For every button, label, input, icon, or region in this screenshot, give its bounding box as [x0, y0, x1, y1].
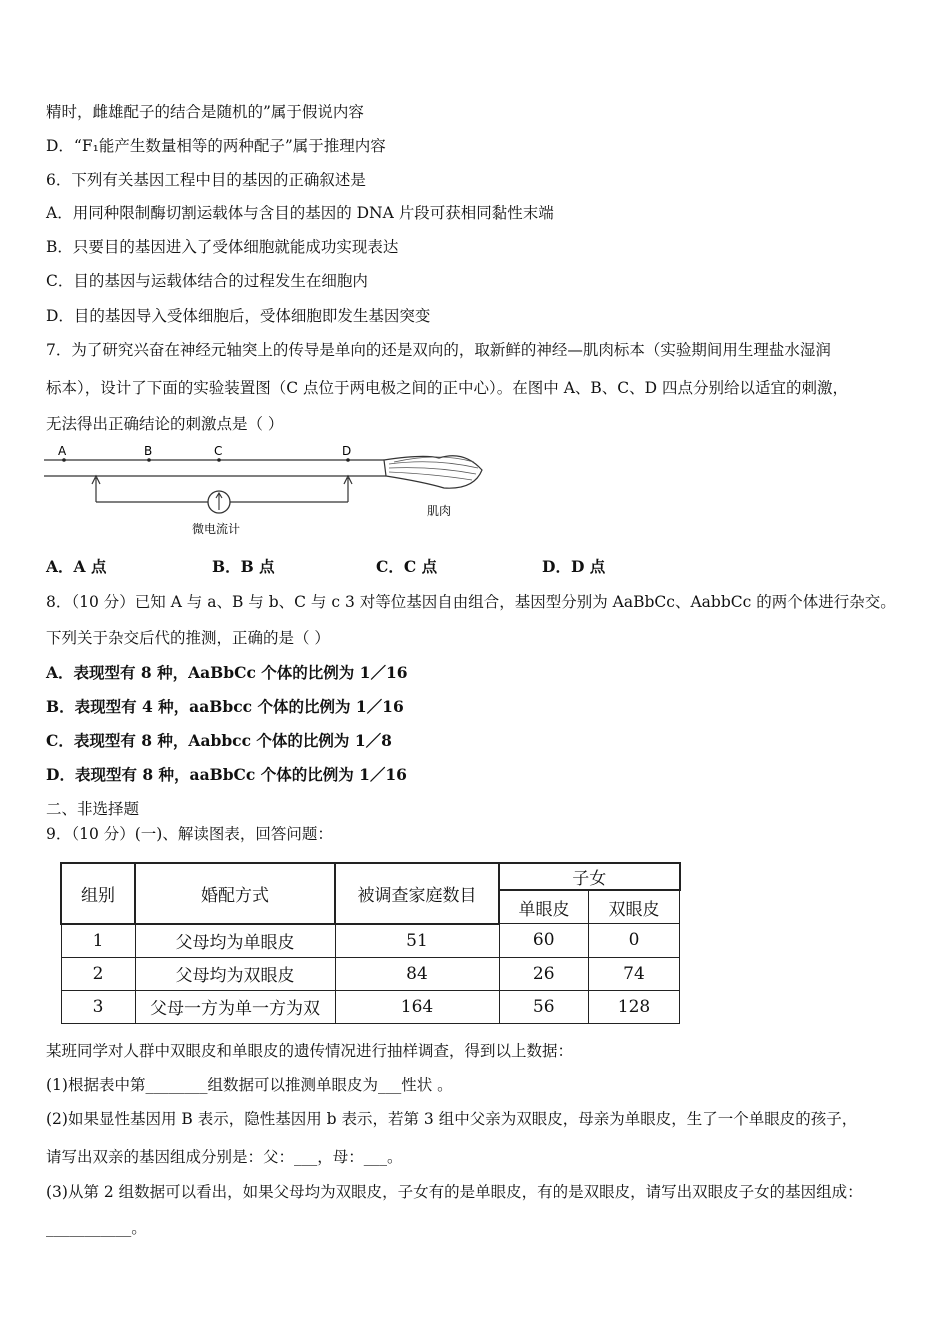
question-9-3-line2: ___________。	[46, 1219, 147, 1237]
cell-families: 164	[335, 990, 499, 1023]
cell-families: 51	[335, 924, 499, 958]
header-single-eyelid: 单眼皮	[499, 890, 589, 924]
point-a-label: A	[58, 444, 67, 458]
cell-single: 56	[499, 990, 589, 1023]
question-7-line3: 无法得出正确结论的刺激点是（ ）	[46, 415, 284, 433]
meter-label: 微电流计	[192, 522, 241, 536]
table-row	[61, 990, 680, 1023]
option-7a: A．A 点	[46, 557, 107, 576]
question-9: 9．（10 分）(一)、解读图表，回答问题：	[46, 825, 333, 843]
text-line-1: 精时，雌雄配子的结合是随机的”属于假说内容	[46, 103, 364, 121]
electrode-right	[344, 476, 352, 502]
cell-mating: 父母一方为单一方为双	[135, 990, 335, 1023]
option-8a: A．表现型有 8 种，AaBbCc 个体的比例为 1／16	[46, 663, 408, 682]
question-6: 6．下列有关基因工程中目的基因的正确叙述是	[46, 171, 366, 189]
question-9-2-line1: (2)如果显性基因用 B 表示，隐性基因用 b 表示，若第 3 组中父亲为双眼皮，母亲为单眼皮，生了一个单眼皮的孩子，	[46, 1110, 858, 1128]
electrode-left	[92, 476, 100, 502]
muscle-label: 肌肉	[427, 504, 452, 518]
cell-families: 84	[335, 957, 499, 990]
point-c-dot	[217, 458, 221, 462]
option-7c: C．C 点	[376, 557, 438, 576]
cell-mating: 父母均为双眼皮	[135, 957, 335, 990]
option-6a: A．用同种限制酶切割运载体与含目的基因的 DNA 片段可获相同黏性末端	[46, 204, 554, 222]
header-mating: 婚配方式	[135, 863, 335, 924]
question-7-line2: 标本），设计了下面的实验装置图（C 点位于两电极之间的正中心）。在图中 A、B、C、D 四点分别给以适宜的刺激，	[46, 379, 849, 397]
option-8b: B．表现型有 4 种，aaBbcc 个体的比例为 1／16	[46, 697, 404, 716]
survey-table	[60, 862, 681, 1024]
point-d-dot	[346, 458, 350, 462]
option-6b: B．只要目的基因进入了受体细胞就能成功实现表达	[46, 238, 399, 256]
header-group: 组别	[61, 863, 135, 924]
nerve-muscle-diagram	[44, 440, 484, 540]
option-5d: D．“F₁能产生数量相等的两种配子”属于推理内容	[46, 137, 386, 155]
cell-single: 26	[499, 957, 589, 990]
table-row	[61, 924, 680, 958]
table-row	[61, 957, 680, 990]
cell-double: 0	[589, 924, 680, 958]
option-7d: D．D 点	[542, 557, 606, 576]
option-6d: D．目的基因导入受体细胞后，受体细胞即发生基因突变	[46, 307, 431, 325]
point-c-label: C	[214, 444, 223, 458]
point-b-label: B	[144, 444, 153, 458]
question-9-2-line2: 请写出双亲的基因组成分别是：父：___，母：___。	[46, 1148, 403, 1166]
question-8-line2: 下列关于杂交后代的推测，正确的是（ ）	[46, 629, 330, 647]
header-double-eyelid: 双眼皮	[589, 890, 680, 924]
option-6c: C．目的基因与运载体结合的过程发生在细胞内	[46, 272, 368, 290]
question-9-3-line1: (3)从第 2 组数据可以看出，如果父母均为双眼皮，子女有的是单眼皮，有的是双眼皮，请写出双眼皮子女的基因组成：	[46, 1183, 863, 1201]
option-8d: D．表现型有 8 种，aaBbCc 个体的比例为 1／16	[46, 765, 407, 784]
cell-group: 2	[61, 957, 135, 990]
cell-group: 3	[61, 990, 135, 1023]
option-8c: C．表现型有 8 种，Aabbcc 个体的比例为 1／8	[46, 731, 392, 750]
cell-mating: 父母均为单眼皮	[135, 924, 335, 958]
question-8-line1: 8．（10 分）已知 A 与 a、B 与 b、C 与 c 3 对等位基因自由组合，基因型分别为 AaBbCc、AabbCc 的两个体进行杂交。	[46, 593, 896, 611]
cell-double: 74	[589, 957, 680, 990]
point-d-label: D	[342, 444, 352, 458]
cell-single: 60	[499, 924, 589, 958]
question-7-line1: 7．为了研究兴奋在神经元轴突上的传导是单向的还是双向的，取新鲜的神经—肌肉标本（实验期间用生理盐水湿润	[46, 341, 831, 359]
header-families: 被调查家庭数目	[335, 863, 499, 924]
header-children: 子女	[499, 863, 680, 890]
point-b-dot	[147, 458, 151, 462]
section-2-heading: 二、非选择题	[46, 800, 140, 818]
option-7b: B．B 点	[212, 557, 275, 576]
point-a-dot	[62, 458, 66, 462]
paragraph-intro: 某班同学对人群中双眼皮和单眼皮的遗传情况进行抽样调查，得到以上数据：	[46, 1042, 574, 1060]
question-9-1: (1)根据表中第________组数据可以推测单眼皮为___性状 。	[46, 1076, 453, 1094]
cell-double: 128	[589, 990, 680, 1023]
cell-group: 1	[61, 924, 135, 958]
